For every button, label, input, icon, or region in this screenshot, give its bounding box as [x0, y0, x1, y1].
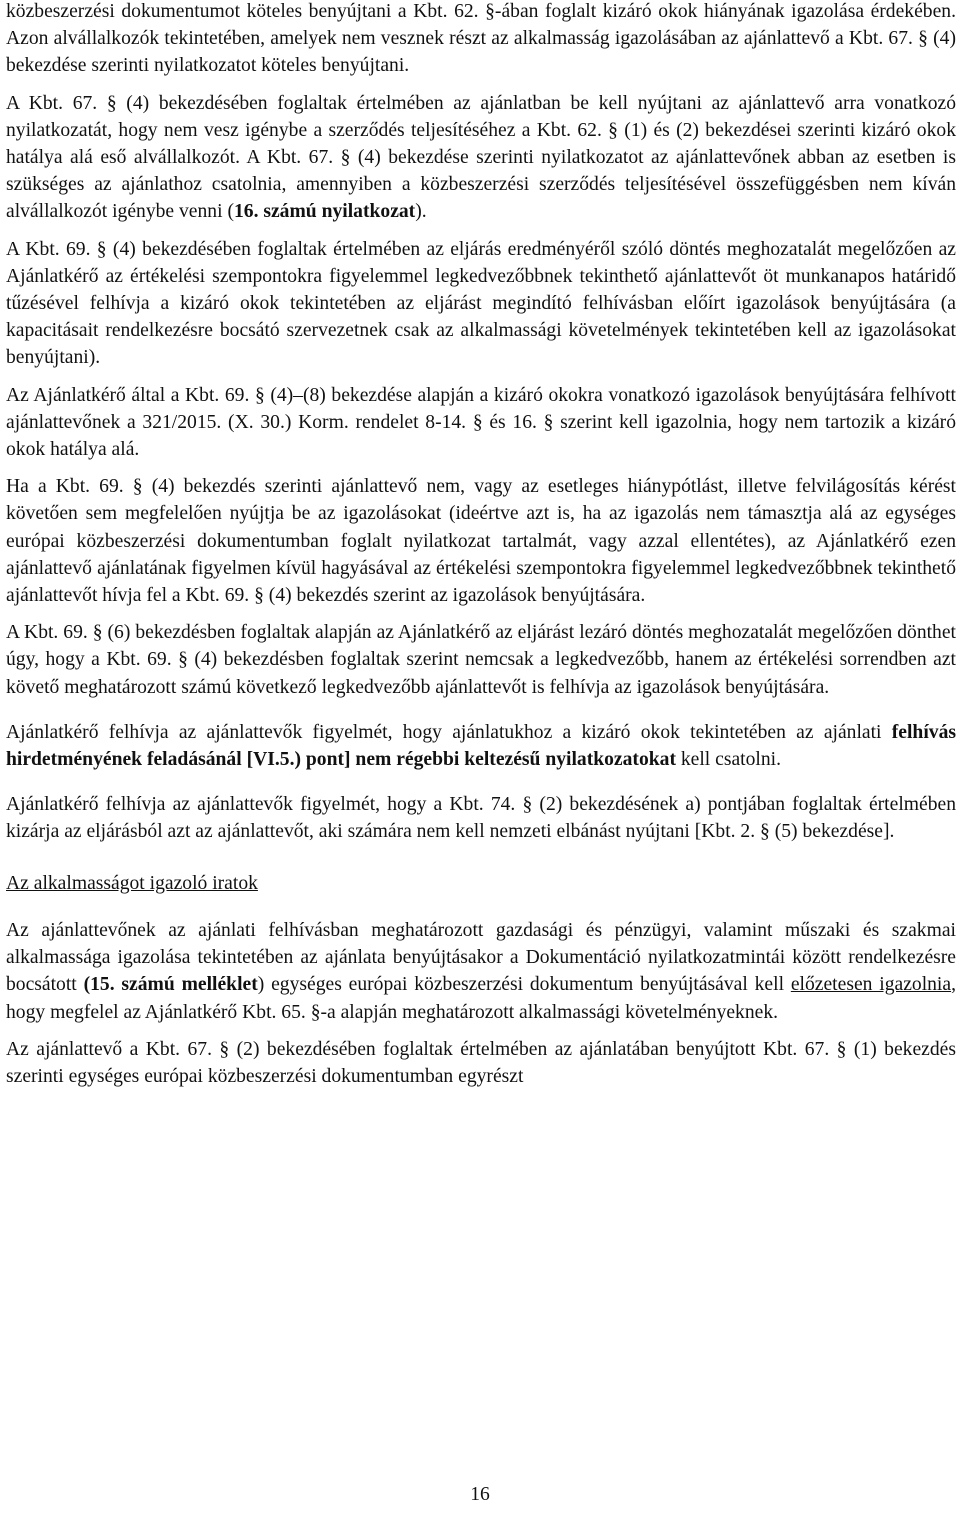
paragraph-kbt-69-6: A Kbt. 69. § (6) bekezdésben foglaltak alapján az Ajánlatkérő az eljárást lezáró döntés meghozatalát megelőzően dönthet úgy, hogy a Kbt. 69. § (4) bekezdésben foglaltak szerint nemcsak a legkedvezőbb, hanem az értékelési sorrendben azt követő meghatározott számú következő legkedvezőbb ajánlattevőt is felhívja az igazolások benyújtására.	[6, 622, 956, 698]
underlined-phrase: előzetesen igazolnia	[790, 974, 952, 996]
paragraph-hianypotlas: Ha a Kbt. 69. § (4) bekezdés szerinti ajánlattevő nem, vagy az esetleges hiánypótlást, illetve felvilágosítás kérést követően sem megfelelően nyújtja be az igazolásokat (ideértve azt is, ha az igazolás nem támasztja alá az egységes európai közbeszerzési dokumentumban foglalt nyilatkozat tartalmát, vagy azzal ellentétes), az Ajánlatkérő ezen ajánlattevő ajánlatának figyelmen kívül hagyásával az értékelési szempontokra figyelemmel legkedvezőbbnek tekinthető ajánlattevőt hívja fel a Kbt. 69. § (4) bekezdés szerint az igazolások benyújtására.	[6, 476, 956, 607]
paragraph-kbt-74: Ajánlatkérő felhívja az ajánlattevők figyelmét, hogy a Kbt. 74. § (2) bekezdésének a) pontjában foglaltak értelmében kizárja az eljárásból azt az ajánlattevőt, aki számára nem kell nemzeti elbánást nyújtani [Kbt. 2. § (5) bekezdése].	[6, 794, 956, 843]
paragraph-felhivas-keltezes: Ajánlatkérő felhívja az ajánlattevők figyelmét, hogy ajánlatukhoz a kizáró okok tekintetében az ajánlati felhívás hirdetményének feladásánál [VI.5.) pont] nem régebbi keltezésű nyilatkozatokat kell csatolni.	[6, 721, 956, 771]
paragraph-kbt-69-4: A Kbt. 69. § (4) bekezdésében foglaltak értelmében az eljárás eredményéről szóló döntés meghozatalát megelőzően az Ajánlatkérő az értékelési szempontokra figyelemmel legkedvezőbbnek tekinthető ajánlattevőt öt munkanapos határidő tűzésével felhívja a kizáró okok tekintetében az eljárást megindító felhívásban előírt igazolások benyújtására (a kapacitásait rendelkezésre bocsátó szervezetnek csak az alkalmassági követelmények tekintetében kell az igazolásokat benyújtani).	[6, 238, 956, 369]
document-page	[6, 0, 956, 1100]
bold-reference: 16. számú nyilatkozat	[233, 201, 416, 223]
page-number: 16	[470, 1484, 490, 1505]
paragraph-kbt-67-2: Az ajánlattevő a Kbt. 67. § (2) bekezdésében foglaltak értelmében az ajánlatában benyújtott Kbt. 67. § (1) bekezdés szerinti egységes európai közbeszerzési dokumentumban egyrészt	[6, 1038, 956, 1087]
bold-emphasis: felhívás hirdetményének feladásánál [VI.5.) pont] nem régebbi keltezésű nyilatkozatokat	[6, 721, 956, 771]
paragraph-continuation: közbeszerzési dokumentumot köteles benyújtani a Kbt. 62. §-ában foglalt kizáró okok hiányának igazolása érdekében. Azon alvállalkozók tekintetében, amelyek nem vesznek részt az alkalmasság igazolásában az ajánlattevő a Kbt. 67. § (4) bekezdése szerinti nyilatkozatot köteles benyújtani.	[6, 1, 956, 77]
paragraph-kbt-67-4: A Kbt. 67. § (4) bekezdésében foglaltak értelmében az ajánlatban be kell nyújtani az ajánlattevő arra vonatkozó nyilatkozatát, hogy nem vesz igénybe a szerződés teljesítéséhez a Kbt. 62. § (1) és (2) bekezdései szerinti kizáró okok hatálya alá eső alvállalkozót. A Kbt. 67. § (4) bekezdése szerinti nyilatkozatot az ajánlattevőnek abban az esetben is szükséges az ajánlathoz csatolnia, amennyiben a közbeszerzési szerződés teljesítésével összefüggésben nem kíván alvállalkozót igénybe venni (16. számú nyilatkozat).	[6, 92, 956, 223]
section-heading: Az alkalmasságot igazoló iratok	[6, 872, 258, 894]
paragraph-kbt-69-4-8: Az Ajánlatkérő által a Kbt. 69. § (4)–(8) bekezdése alapján a kizáró okokra vonatkozó igazolások benyújtására felhívott ajánlattevőnek a 321/2015. (X. 30.) Korm. rendelet 8-14. § és 16. § szerint kell igazolnia, hogy nem tartozik a kizáró okok hatálya alá.	[6, 384, 956, 461]
paragraph-alkalmassag: Az ajánlattevőnek az ajánlati felhívásban meghatározott gazdasági és pénzügyi, valamint műszaki és szakmai alkalmassága igazolása tekintetében az ajánlata benyújtásakor a Dokumentáció nyilatkozatmintái között rendelkezésre bocsátott (15. számú melléklet) egységes európai közbeszerzési dokumentum benyújtásával kell előzetesen igazolnia, hogy megfelel az Ajánlatkérő Kbt. 65. §-a alapján meghatározott alkalmassági követelményeknek.	[6, 919, 956, 1023]
bold-attachment-ref: (15. számú melléklet	[83, 974, 258, 996]
